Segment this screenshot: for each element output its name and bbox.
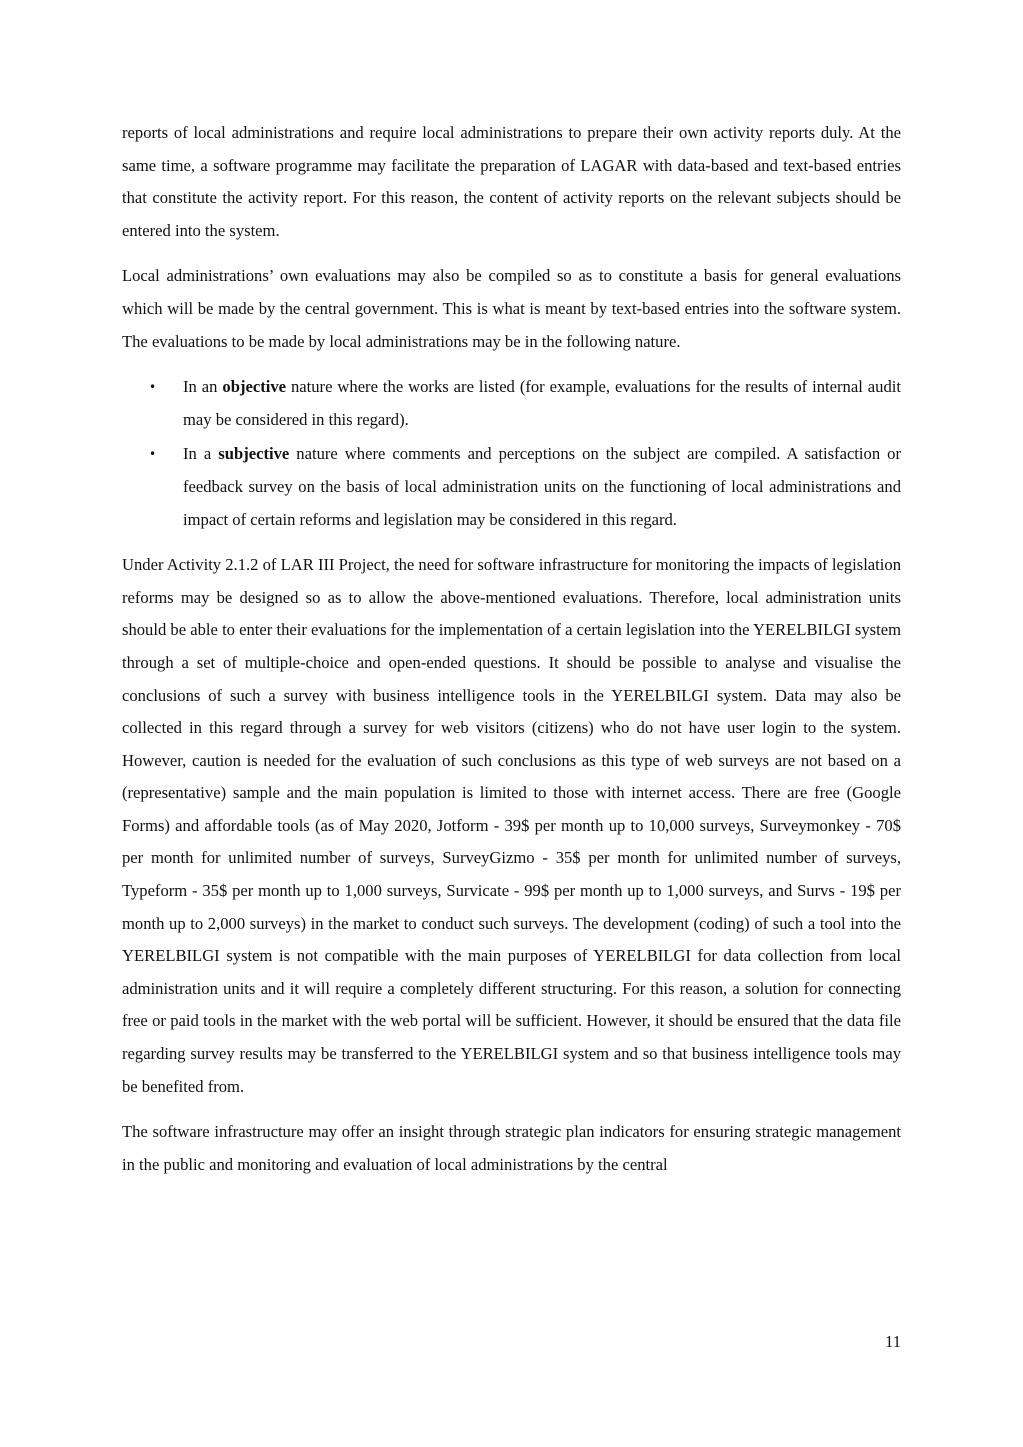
list-item-text: nature where comments and perceptions on the subject are compiled. A satisfaction or feedback survey on the basis of local administration units on the functioning of local administrations and impact of certain reforms and legislation may be considered in this regard. xyxy=(183,444,901,529)
list-item-prefix: In an xyxy=(183,377,223,397)
page-number: 11 xyxy=(885,1332,901,1351)
list-item-text: nature where the works are listed (for example, evaluations for the results of internal audit may be considered in this regard). xyxy=(183,377,901,429)
list-item-keyword: objective xyxy=(222,377,287,397)
bullet-list xyxy=(122,371,901,536)
list-item-prefix: In a xyxy=(183,444,219,464)
bullet-icon: • xyxy=(149,447,157,462)
list-item xyxy=(122,438,901,536)
paragraph: Local administrations’ own evaluations may also be compiled so as to constitute a basis for general evaluations which will be made by the central government. This is what is meant by text-based entries into the software system. The evaluations to be made by local administrations may be in the following nature. xyxy=(122,266,901,351)
bullet-icon: • xyxy=(149,380,157,395)
list-item xyxy=(122,371,901,436)
document-body xyxy=(122,117,901,1194)
paragraph: Under Activity 2.1.2 of LAR III Project, the need for software infrastructure for monitoring the impacts of legislation reforms may be designed so as to allow the above-mentioned evaluations. Therefore, local administration units should be able to enter their evaluations for the implementation of a certain legislation into the YERELBILGI system through a set of multiple-choice and open-ended questions. It should be possible to analyse and visualise the conclusions of such a survey with business intelligence tools in the YERELBILGI system. Data may also be collected in this regard through a survey for web visitors (citizens) who do not have user login to the system. However, caution is needed for the evaluation of such conclusions as this type of web surveys are not based on a (representative) sample and the main population is limited to those with internet access. There are free (Google Forms) and affordable tools (as of May 2020, Jotform - 39$ per month up to 10,000 surveys, Surveymonkey - 70$ per month for unlimited number of surveys, SurveyGizmo - 35$ per month for unlimited number of surveys, Typeform - 35$ per month up to 1,000 surveys, Survicate - 99$ per month up to 1,000 surveys, and Survs - 19$ per month up to 2,000 surveys) in the market to conduct such surveys. The development (coding) of such a tool into the YERELBILGI system is not compatible with the main purposes of YERELBILGI for data collection from local administration units and it will require a completely different structuring. For this reason, a solution for connecting free or paid tools in the market with the web portal will be sufficient. However, it should be ensured that the data file regarding survey results may be transferred to the YERELBILGI system and so that business intelligence tools may be benefited from. xyxy=(122,555,901,1096)
list-item-keyword: subjective xyxy=(218,444,290,464)
paragraph: The software infrastructure may offer an insight through strategic plan indicators for ensuring strategic management in the public and monitoring and evaluation of local administrations by the central xyxy=(122,1122,901,1174)
paragraph: reports of local administrations and require local administrations to prepare their own activity reports duly. At the same time, a software programme may facilitate the preparation of LAGAR with data-based and text-based entries that constitute the activity report. For this reason, the content of activity reports on the relevant subjects should be entered into the system. xyxy=(122,123,901,240)
